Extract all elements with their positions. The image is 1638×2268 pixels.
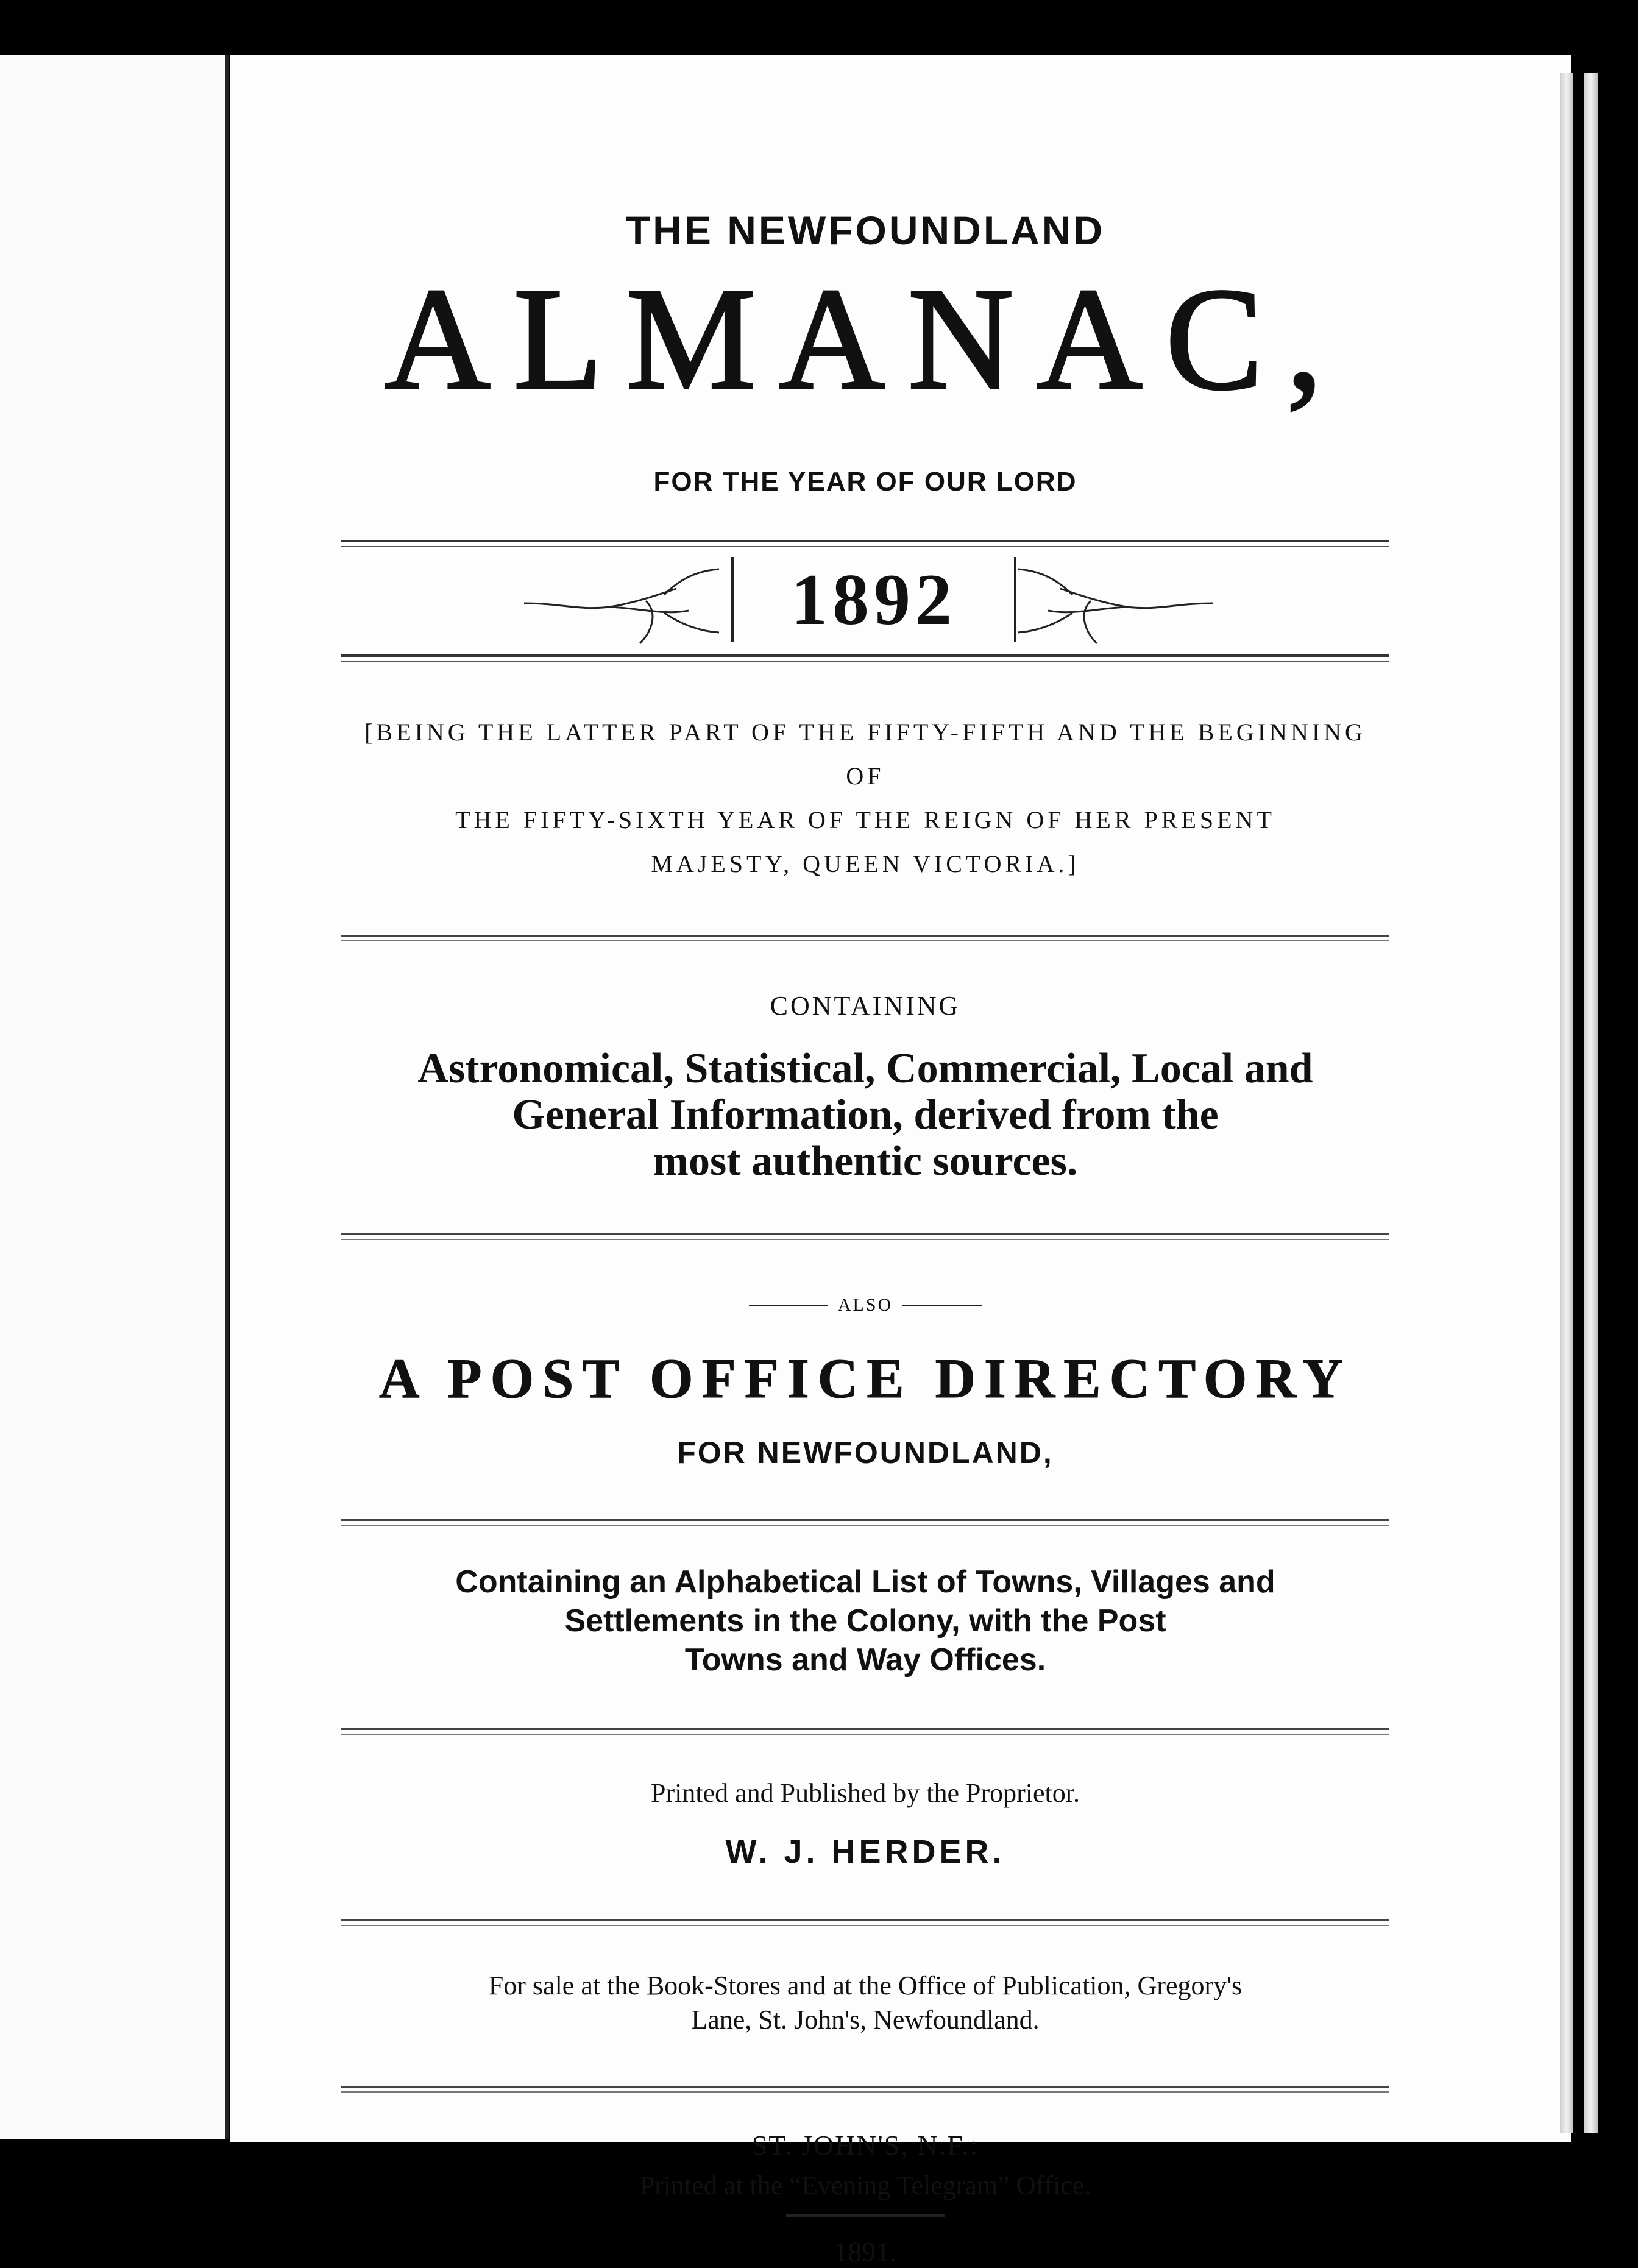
reign-line: [BEING THE LATTER PART OF THE FIFTY-FIFTH AND THE BEGINNING OF [364,718,1366,790]
contents-line: Astronomical, Statistical, Commercial, Local and [417,1045,1313,1092]
year-rule-top [341,540,1389,547]
imprint-place: ST. JOHN'S, N.F.: [751,2130,979,2161]
reign-line: MAJESTY, QUEEN VICTORIA.] [651,850,1080,877]
divider [341,1728,1389,1735]
sale-notice [341,1969,1389,2037]
contents-description [341,1046,1389,1185]
reign-statement [341,711,1389,886]
contents-line: General Information, derived from the [512,1091,1219,1138]
also-line-right [902,1305,982,1306]
flourish-right-icon [1018,552,1213,650]
page-edge-strip [1560,73,1573,2133]
year-rule-bottom [341,654,1389,662]
almanac-title: ALMANAC, [385,258,1346,420]
publisher-name: W. J. HERDER. [725,1834,1005,1870]
containing-label: CONTAINING [770,991,961,1021]
flourish-left-icon [524,552,719,650]
also-line-left [749,1305,828,1306]
year-box [731,557,1016,642]
also-label: ALSO [837,1295,893,1315]
sale-line: Lane, St. John's, Newfoundland. [691,2005,1040,2035]
directory-line: Towns and Way Offices. [684,1642,1046,1678]
facing-blank-page [0,55,229,2139]
directory-line: Settlements in the Colony, with the Post [564,1603,1166,1639]
divider [341,1919,1389,1926]
directory-line: Containing an Alphabetical List of Towns, Villages and [455,1564,1275,1600]
year-band [341,540,1389,662]
contents-line: most authentic sources. [653,1138,1078,1185]
directory-description [341,1562,1389,1679]
almanac-subtitle: FOR THE YEAR OF OUR LORD [653,467,1077,497]
imprint-rule [786,2214,945,2217]
page-edge-strip [1584,73,1598,2133]
reign-line: THE FIFTY-SIXTH YEAR OF THE REIGN OF HER PRESENT [455,806,1275,834]
divider [341,2086,1389,2093]
divider [341,1519,1389,1526]
imprint-date: 1891. [834,2236,897,2267]
directory-subtitle: FOR NEWFOUNDLAND, [677,1436,1054,1470]
almanac-kicker: THE NEWFOUNDLAND [625,208,1105,253]
directory-title: A POST OFFICE DIRECTORY [379,1347,1352,1409]
title-page-content [341,183,1389,2268]
divider [341,935,1389,941]
imprint-printer: Printed at the “Evening Telegram” Office. [639,2171,1091,2200]
printed-by-line: Printed and Published by the Proprietor. [651,1778,1080,1808]
also-separator [341,1295,1389,1316]
almanac-year: 1892 [791,559,957,640]
sale-line: For sale at the Book-Stores and at the Office of Publication, Gregory's [488,1971,1243,2000]
divider [341,1233,1389,1240]
